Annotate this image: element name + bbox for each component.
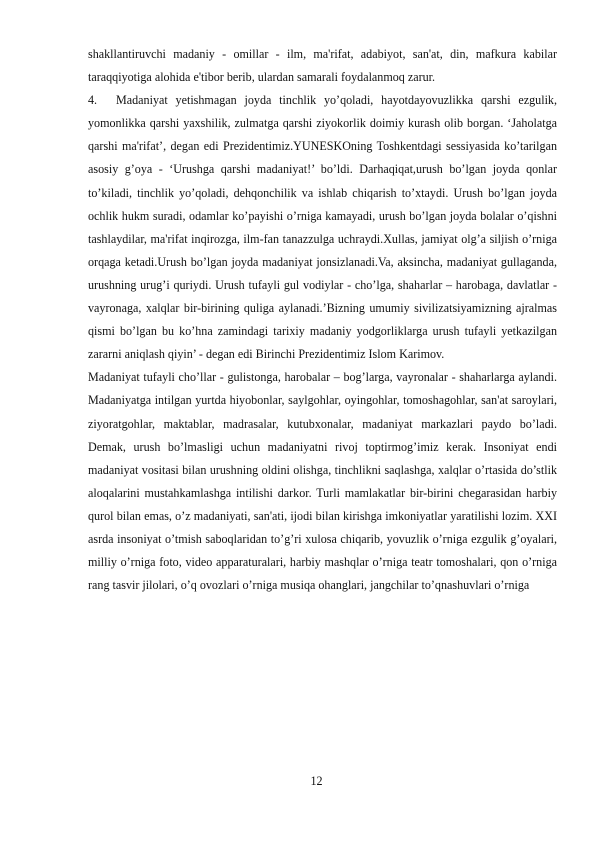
- paragraph-2: [88, 89, 557, 366]
- paragraph-3: Madaniyat tufayli cho’llar - gulistonga, harobalar – bog’larga, vayronalar - shaharlarga aylandi. Madaniyatga intilgan yurtda hiyobonlar, saylgohlar, oyingohlar, tomoshagohlar, san'at saroylari, ziyoratgohlar, maktablar, madrasalar, kutubxonalar, madaniyat markazlari paydo bo’ladi. Demak, urush bo’lmasligi uchun madaniyatni rivoj toptirmog’imiz kerak. Insoniyat endi madaniyat vositasi bilan urushning oldini olishga, tinchlikni saqlashga, xalqlar o’rtasida do’stlik aloqalarini mustahkamlashga intilishi darkor. Turli mamlakatlar bir-birini chegarasidan harbiy qurol bilan emas, o’z madaniyati, san'ati, ijodi bilan kirishga imkoniyatlar yaratilishi lozim. XXI asrda insoniyat o’tmish saboqlaridan to’g’ri xulosa chiqarib, yovuzlik o’rniga ezgulik g’oyalari, milliy o’rniga foto, video apparaturalari, harbiy mashqlar o’rniga teatr tomoshalari, qon o’rniga rang tasvir jilolari, o’q ovozlari o’rniga musiqa ohanglari, jangchilar to’qnashuvlari o’rniga: [88, 370, 557, 593]
- paragraph-2-text: Madaniyat yetishmagan joyda tinchlik yo’qoladi, hayotdayovuzlikka qarshi ezgulik, yomonlikka qarshi yaxshilik, zulmatga qarshi ziyokorlik doimiy kurash olib borgan. ‘Jaholatga qarshi ma'rifat’, degan edi Prezidentimiz.YUNESKOning Toshkentdagi sessiyasida ko’tarilgan asosiy g’oya - ‘Urushga qarshi madaniyat!’ bo’ldi. Darhaqiqat,urush bo’lgan joyda qonlar to’kiladi, tinchlik yo’qoladi, dehqonchilik va ishlab chiqarish to’xtaydi. Urush bo’lgan joyda ochlik hukm suradi, odamlar ko’payishi o’rniga kamayadi, urush bo’lgan joyda bolalar o’qishni tashlaydilar, ma'rifat inqirozga, ilm-fan tanazzulga uchraydi.Xullas, jamiyat olg’a siljish o’rniga orqaga ketadi.Urush bo’lgan joyda madaniyat jonsizlanadi.Va, aksincha, madaniyat gullaganda, urushning urug’i quriydi. Urush tufayli gul vodiylar - cho’lga, shaharlar – harobaga, davlatlar - vayronaga, xalqlar bir-birining quliga aylanadi.’Bizning umumiy sivilizatsiyamizning ajralmas qismi bo’lgan bu ko’hna zamindagi tarixiy madaniy yodgorliklarga urush tufayli yetkazilgan zararni aniqlash qiyin’ - degan edi Birinchi Prezidentimiz Islom Karimov.: [88, 93, 557, 362]
- paragraph-1: shakllantiruvchi madaniy - omillar - ilm, ma'rifat, adabiyot, san'at, din, mafkura kabilar taraqqiyotiga alohida e'tibor berib, ulardan samarali foydalanmoq zarur.: [88, 47, 557, 85]
- list-number: 4.: [88, 93, 98, 108]
- body-text: [88, 43, 557, 597]
- page-number: 12: [310, 774, 323, 788]
